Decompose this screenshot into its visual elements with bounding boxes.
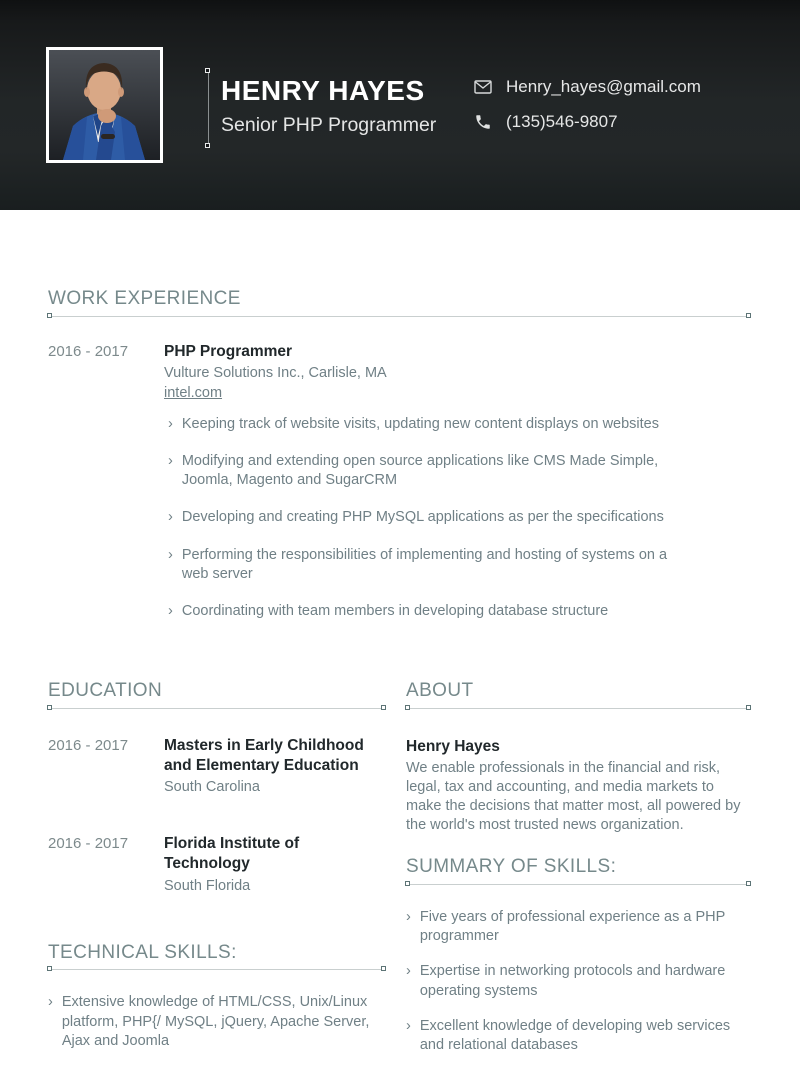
chevron-bullet-icon: › [168,546,173,563]
technical-skills-list [48,993,385,1050]
summary-bullet-text: Five years of professional experience as a PHP programmer [419,909,726,945]
summary-bullet [406,962,750,1000]
job-bullet-text: Performing the responsibilities of implementing and hosting of systems on a web server [181,546,668,582]
about-person-name: Henry Hayes [406,737,500,755]
section-education [48,680,385,896]
section-rule [406,708,750,709]
email-row [474,77,701,97]
section-technical-skills [48,942,385,1051]
education-entry [48,834,385,895]
section-rule [48,316,750,317]
resize-handle[interactable] [746,881,751,886]
two-column-area [48,680,750,1071]
resize-handle[interactable] [47,313,52,318]
job-entry [48,342,750,639]
resize-handle[interactable] [381,966,386,971]
education-dates: 2016 - 2017 [48,736,129,754]
contact-block [474,77,701,132]
education-dates: 2016 - 2017 [48,835,129,853]
resize-handle[interactable] [381,705,386,710]
section-rule [406,884,750,885]
profile-photo-illustration [49,50,160,160]
phone-row [474,112,701,132]
phone-icon [474,113,492,131]
job-company: Vulture Solutions Inc., Carlisle, MA [164,364,387,381]
phone-value: (135)546-9807 [506,112,618,131]
job-bullet [168,508,686,527]
education-title: Masters in Early Childhood and Elementary Education [164,736,364,774]
about-description: We enable professionals in the financial and risk, legal, tax and accounting, and media markets to make the decisions that matter most, all powered by the world's most trusted news organization. [406,759,741,833]
job-bullet [168,452,686,490]
chevron-bullet-icon: › [168,509,173,526]
chevron-bullet-icon: › [168,416,173,433]
resize-handle[interactable] [405,881,410,886]
resume-body [0,210,800,1071]
candidate-name: HENRY HAYES [221,75,425,106]
right-column [406,680,750,1071]
resize-handle[interactable] [746,313,751,318]
section-work-experience [48,288,750,639]
job-bullet-list [164,415,686,621]
education-entry [48,736,385,797]
job-title: PHP Programmer [164,342,293,360]
resize-handle[interactable] [205,68,210,73]
job-bullet [168,546,686,584]
summary-skills-list [406,908,750,1055]
chevron-bullet-icon: › [48,994,53,1011]
chevron-bullet-icon: › [406,963,411,980]
email-value: Henry_hayes@gmail.com [506,77,701,96]
chevron-bullet-icon: › [406,909,411,926]
summary-bullet-text: Excellent knowledge of developing web services and relational databases [419,1017,731,1053]
chevron-bullet-icon: › [168,602,173,619]
resize-handle[interactable] [47,966,52,971]
resize-handle[interactable] [746,705,751,710]
summary-bullet [406,908,750,946]
education-heading: EDUCATION [48,679,163,701]
education-location: South Carolina [164,779,260,796]
section-rule [48,969,385,970]
resize-handle[interactable] [405,705,410,710]
company-website-link[interactable]: intel.com [164,385,223,402]
skill-bullet-text: Extensive knowledge of HTML/CSS, Unix/Linux platform, PHP{/ MySQL, jQuery, Apache Server, Ajax and Joomla [61,994,370,1049]
education-title: Florida Institute of Technology [164,835,300,873]
section-summary-of-skills [406,856,750,1055]
summary-of-skills-heading: SUMMARY OF SKILLS: [406,856,617,878]
job-bullet-text: Developing and creating PHP MySQL applications as per the specifications [181,509,664,526]
section-about [406,680,750,834]
candidate-title: Senior PHP Programmer [221,113,437,136]
job-bullet [168,415,686,434]
email-icon [474,78,492,96]
resize-handle[interactable] [47,705,52,710]
education-location: South Florida [164,877,251,894]
job-bullet [168,602,686,621]
education-details [164,736,385,797]
profile-photo [46,47,163,163]
section-rule [48,708,385,709]
job-bullet-text: Keeping track of website visits, updating new content displays on websites [181,416,659,433]
chevron-bullet-icon: › [406,1017,411,1034]
education-details [164,834,385,895]
job-bullet-text: Coordinating with team members in developing database structure [181,602,609,619]
name-divider-line [208,71,209,145]
summary-bullet-text: Expertise in networking protocols and hardware operating systems [419,963,726,999]
technical-skills-heading: TECHNICAL SKILLS: [48,941,237,963]
work-experience-heading: WORK EXPERIENCE [48,288,241,309]
resume-header [0,0,800,210]
job-bullet-text: Modifying and extending open source applications like CMS Made Simple, Joomla, Magento and SugarCRM [181,453,659,489]
chevron-bullet-icon: › [168,453,173,470]
resize-handle[interactable] [205,143,210,148]
summary-bullet [406,1017,750,1055]
job-details [164,342,750,639]
left-column [48,680,385,1071]
name-block [221,76,436,137]
about-heading: ABOUT [406,679,474,701]
job-dates: 2016 - 2017 [48,342,129,360]
skill-bullet [48,993,385,1050]
